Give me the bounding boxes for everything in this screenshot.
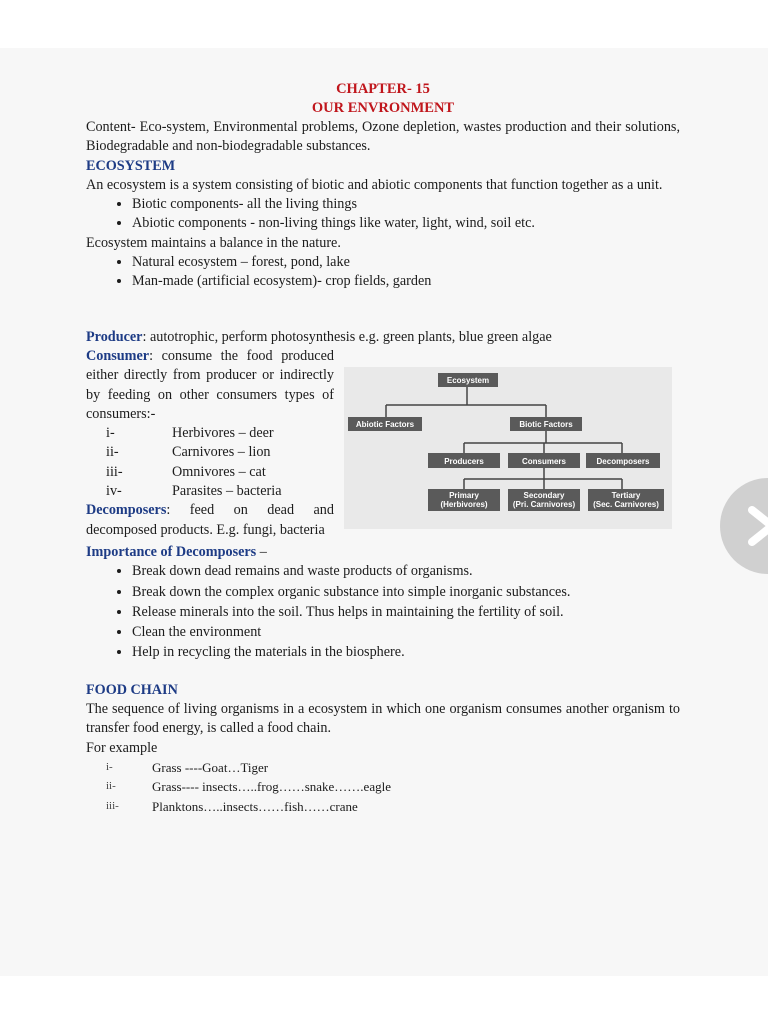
- ecosystem-heading: ECOSYSTEM: [86, 157, 176, 174]
- list-item: i- Herbivores – deer: [106, 425, 274, 442]
- components-list: [86, 195, 680, 234]
- diagram-consumers: Consumers: [521, 456, 567, 466]
- ecosystem-definition: An ecosystem is a system consisting of biotic and abiotic components that function together as a unit.: [86, 176, 663, 193]
- list-item: • Break down dead remains and waste products of organisms.: [132, 562, 680, 581]
- list-item: i- Grass ----Goat…Tiger: [106, 759, 269, 775]
- diagram-tertiary-sub: (Sec. Carnivores): [593, 499, 659, 509]
- list-item: ii- Grass---- insects…..frog……snake…….eagle: [106, 779, 391, 795]
- diagram-biotic: Biotic Factors: [519, 419, 573, 429]
- list-item: • Natural ecosystem – forest, pond, lake: [132, 253, 680, 272]
- ecosystem-types-list: [86, 253, 680, 292]
- diagram-abiotic: Abiotic Factors: [355, 419, 415, 429]
- list-item: • Help in recycling the materials in the biosphere.: [132, 643, 680, 662]
- diagram-secondary-sub: (Pri. Carnivores): [512, 499, 576, 509]
- ecosystem-diagram: [344, 367, 672, 529]
- balance-text: Ecosystem maintains a balance in the nature.: [86, 234, 341, 251]
- producer-text: : autotrophic, perform photosynthesis e.g. green plants, blue green algae: [142, 328, 552, 345]
- list-item: ii- Carnivores – lion: [106, 444, 271, 461]
- importance-heading: Importance of Decomposers: [86, 543, 257, 560]
- list-item: • Biotic components- all the living things: [132, 195, 680, 214]
- document-content: [86, 80, 680, 816]
- chapter-title: OUR ENVRONMENT: [311, 100, 455, 116]
- list-item: • Abiotic components - non-living things like water, light, wind, soil etc.: [132, 214, 680, 233]
- decomposers-text: : feed on dead and decomposed products. E.g. fungi, bacteria: [86, 502, 334, 538]
- importance-list: [86, 562, 680, 662]
- chapter-number: CHAPTER- 15: [336, 81, 430, 97]
- consumer-label: Consumer: [86, 347, 150, 364]
- example-label: For example: [86, 739, 158, 756]
- diagram-producers: Producers: [444, 456, 484, 466]
- list-item: • Break down the complex organic substance into simple inorganic substances.: [132, 583, 680, 602]
- diagram-primary-sub: (Herbivores): [440, 499, 488, 509]
- chevron-right-icon: [746, 506, 768, 546]
- consumer-section: [86, 347, 680, 543]
- diagram-secondary: Secondary: [523, 490, 565, 500]
- diagram-tertiary: Tertiary: [611, 490, 641, 500]
- diagram-decomposers: Decomposers: [596, 456, 650, 466]
- list-item: iii- Planktons…..insects……fish……crane: [106, 798, 358, 814]
- list-item: iv- Parasites – bacteria: [106, 483, 282, 500]
- ecosystem-tree: [344, 367, 672, 529]
- content-line: Content- Eco-system, Environmental problems, Ozone depletion, wastes production and their solutions, Biodegradable and non-biodegradable substances.: [86, 119, 680, 155]
- producer-line: [86, 328, 680, 347]
- consumer-text: : consume the food produced either directly from producer or indirectly by feeding on other consumers types of consumers:-: [86, 347, 334, 422]
- producer-label: Producer: [86, 328, 143, 345]
- decomposers-label: Decomposers: [86, 502, 167, 519]
- diagram-primary: Primary: [449, 490, 479, 500]
- diagram-root: Ecosystem: [446, 375, 490, 385]
- food-chain-definition: The sequence of living organisms in a ecosystem in which one organism consumes another organism to transfer food energy, is called a food chain.: [86, 701, 680, 737]
- list-item: iii- Omnivores – cat: [106, 463, 266, 480]
- list-item: • Clean the environment: [132, 623, 680, 642]
- food-chain-heading: FOOD CHAIN: [86, 681, 178, 698]
- list-item: • Release minerals into the soil. Thus helps in maintaining the fertility of soil.: [132, 603, 680, 622]
- list-item: • Man-made (artificial ecosystem)- crop fields, garden: [132, 272, 680, 291]
- importance-heading-line: Importance of Decomposers –: [86, 543, 267, 560]
- decomposers-line: [86, 501, 334, 540]
